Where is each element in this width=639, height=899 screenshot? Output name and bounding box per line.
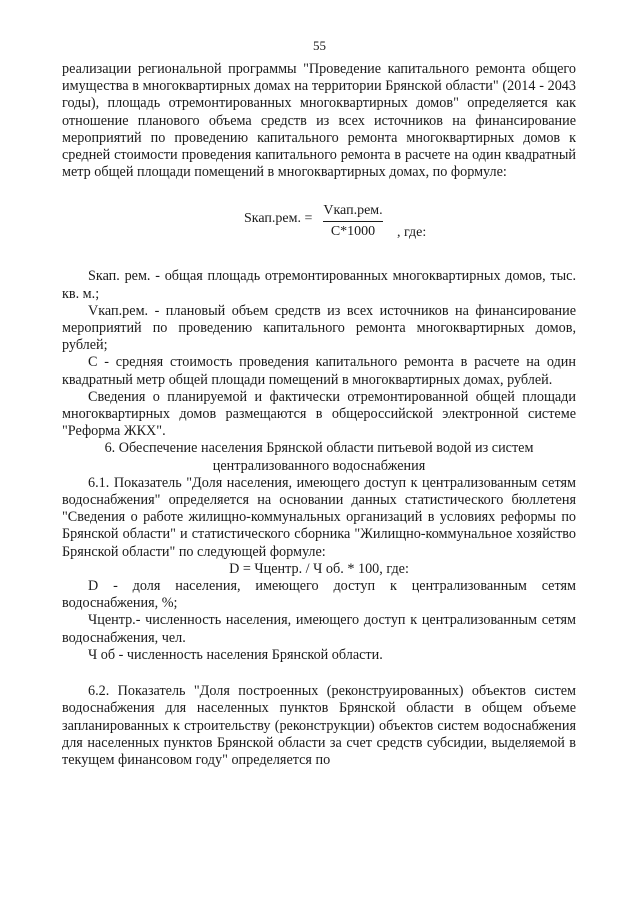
- formula-denominator: С*1000: [330, 223, 376, 239]
- page-number: 55: [313, 38, 326, 53]
- formula-numerator: Vкап.рем.: [323, 202, 383, 221]
- paragraph-6-1: 6.1. Показатель "Доля населения, имеющего доступ к централизованным сетям водоснабжения" определяется на основании данных статистического бюллетеня "Сведения о работе жилищно-коммунальных организаций в условиях реформы по Брянской области" и статистического сборника "Жилищно-коммунальное хозяйство Брянской области" по следующей формуле:: [62, 474, 576, 560]
- reform-info-paragraph: Сведения о планируемой и фактически отремонтированной общей площади многоквартирных домов размещаются в общероссийской электронной системе "Реформа ЖКХ".: [62, 388, 576, 440]
- definition-v: Vкап.рем. - плановый объем средств из всех источников на финансирование мероприятий по проведению капитального ремонта многоквартирных домов, рублей;: [62, 302, 576, 354]
- formula-suffix: , где:: [397, 225, 427, 241]
- definition-s: Sкап. рем. - общая площадь отремонтированных многоквартирных домов, тыс. кв. м.;: [62, 268, 576, 302]
- definition-ch-centr: Чцентр.- численность населения, имеющего доступ к централизованным сетям водоснабжения, чел.: [62, 612, 576, 646]
- definition-ch-ob: Ч об - численность населения Брянской области.: [88, 646, 383, 663]
- intro-paragraph: реализации региональной программы "Проведение капитального ремонта общего имущества в многоквартирных домах на территории Брянской области" (2014 - 2043 годы), площадь отремонтированных многоквартирных домов" определяется как отношение планового объема средств из всех источников на финансирование мероприятий по проведению капитального ремонта многоквартирных домов к средней стоимости проведения капитального ремонта в расчете на один квадратный метр общей площади помещений в многоквартирных домах, по формуле:: [62, 61, 576, 181]
- section-6-title: 6. Обеспечение населения Брянской области питьевой водой из систем централизованного водоснабжения: [104, 440, 534, 474]
- definition-d: D - доля населения, имеющего доступ к централизованным сетям водоснабжения, %;: [62, 578, 576, 612]
- formula-water-access: D = Чцентр. / Ч об. * 100, где:: [229, 560, 409, 577]
- formula-fraction: [323, 202, 383, 239]
- formula-capital-repair-area: [62, 202, 576, 254]
- spacer: [62, 664, 576, 683]
- paragraph-6-2: 6.2. Показатель "Доля построенных (реконструированных) объектов систем водоснабжения для населенных пунктов Брянской области в общем объеме запланированных к строительству (реконструкции) объектов систем водоснабжения для населенных пунктов Брянской области за счет средств субсидии, выделяемой в текущем финансовом году" определяется по: [62, 683, 576, 768]
- page-content: [62, 61, 576, 769]
- definition-c: С - средняя стоимость проведения капитального ремонта в расчете на один квадратный метр общей площади помещений в многоквартирных домах, рублей.: [62, 354, 576, 388]
- formula-lhs: Sкап.рем. =: [244, 211, 313, 227]
